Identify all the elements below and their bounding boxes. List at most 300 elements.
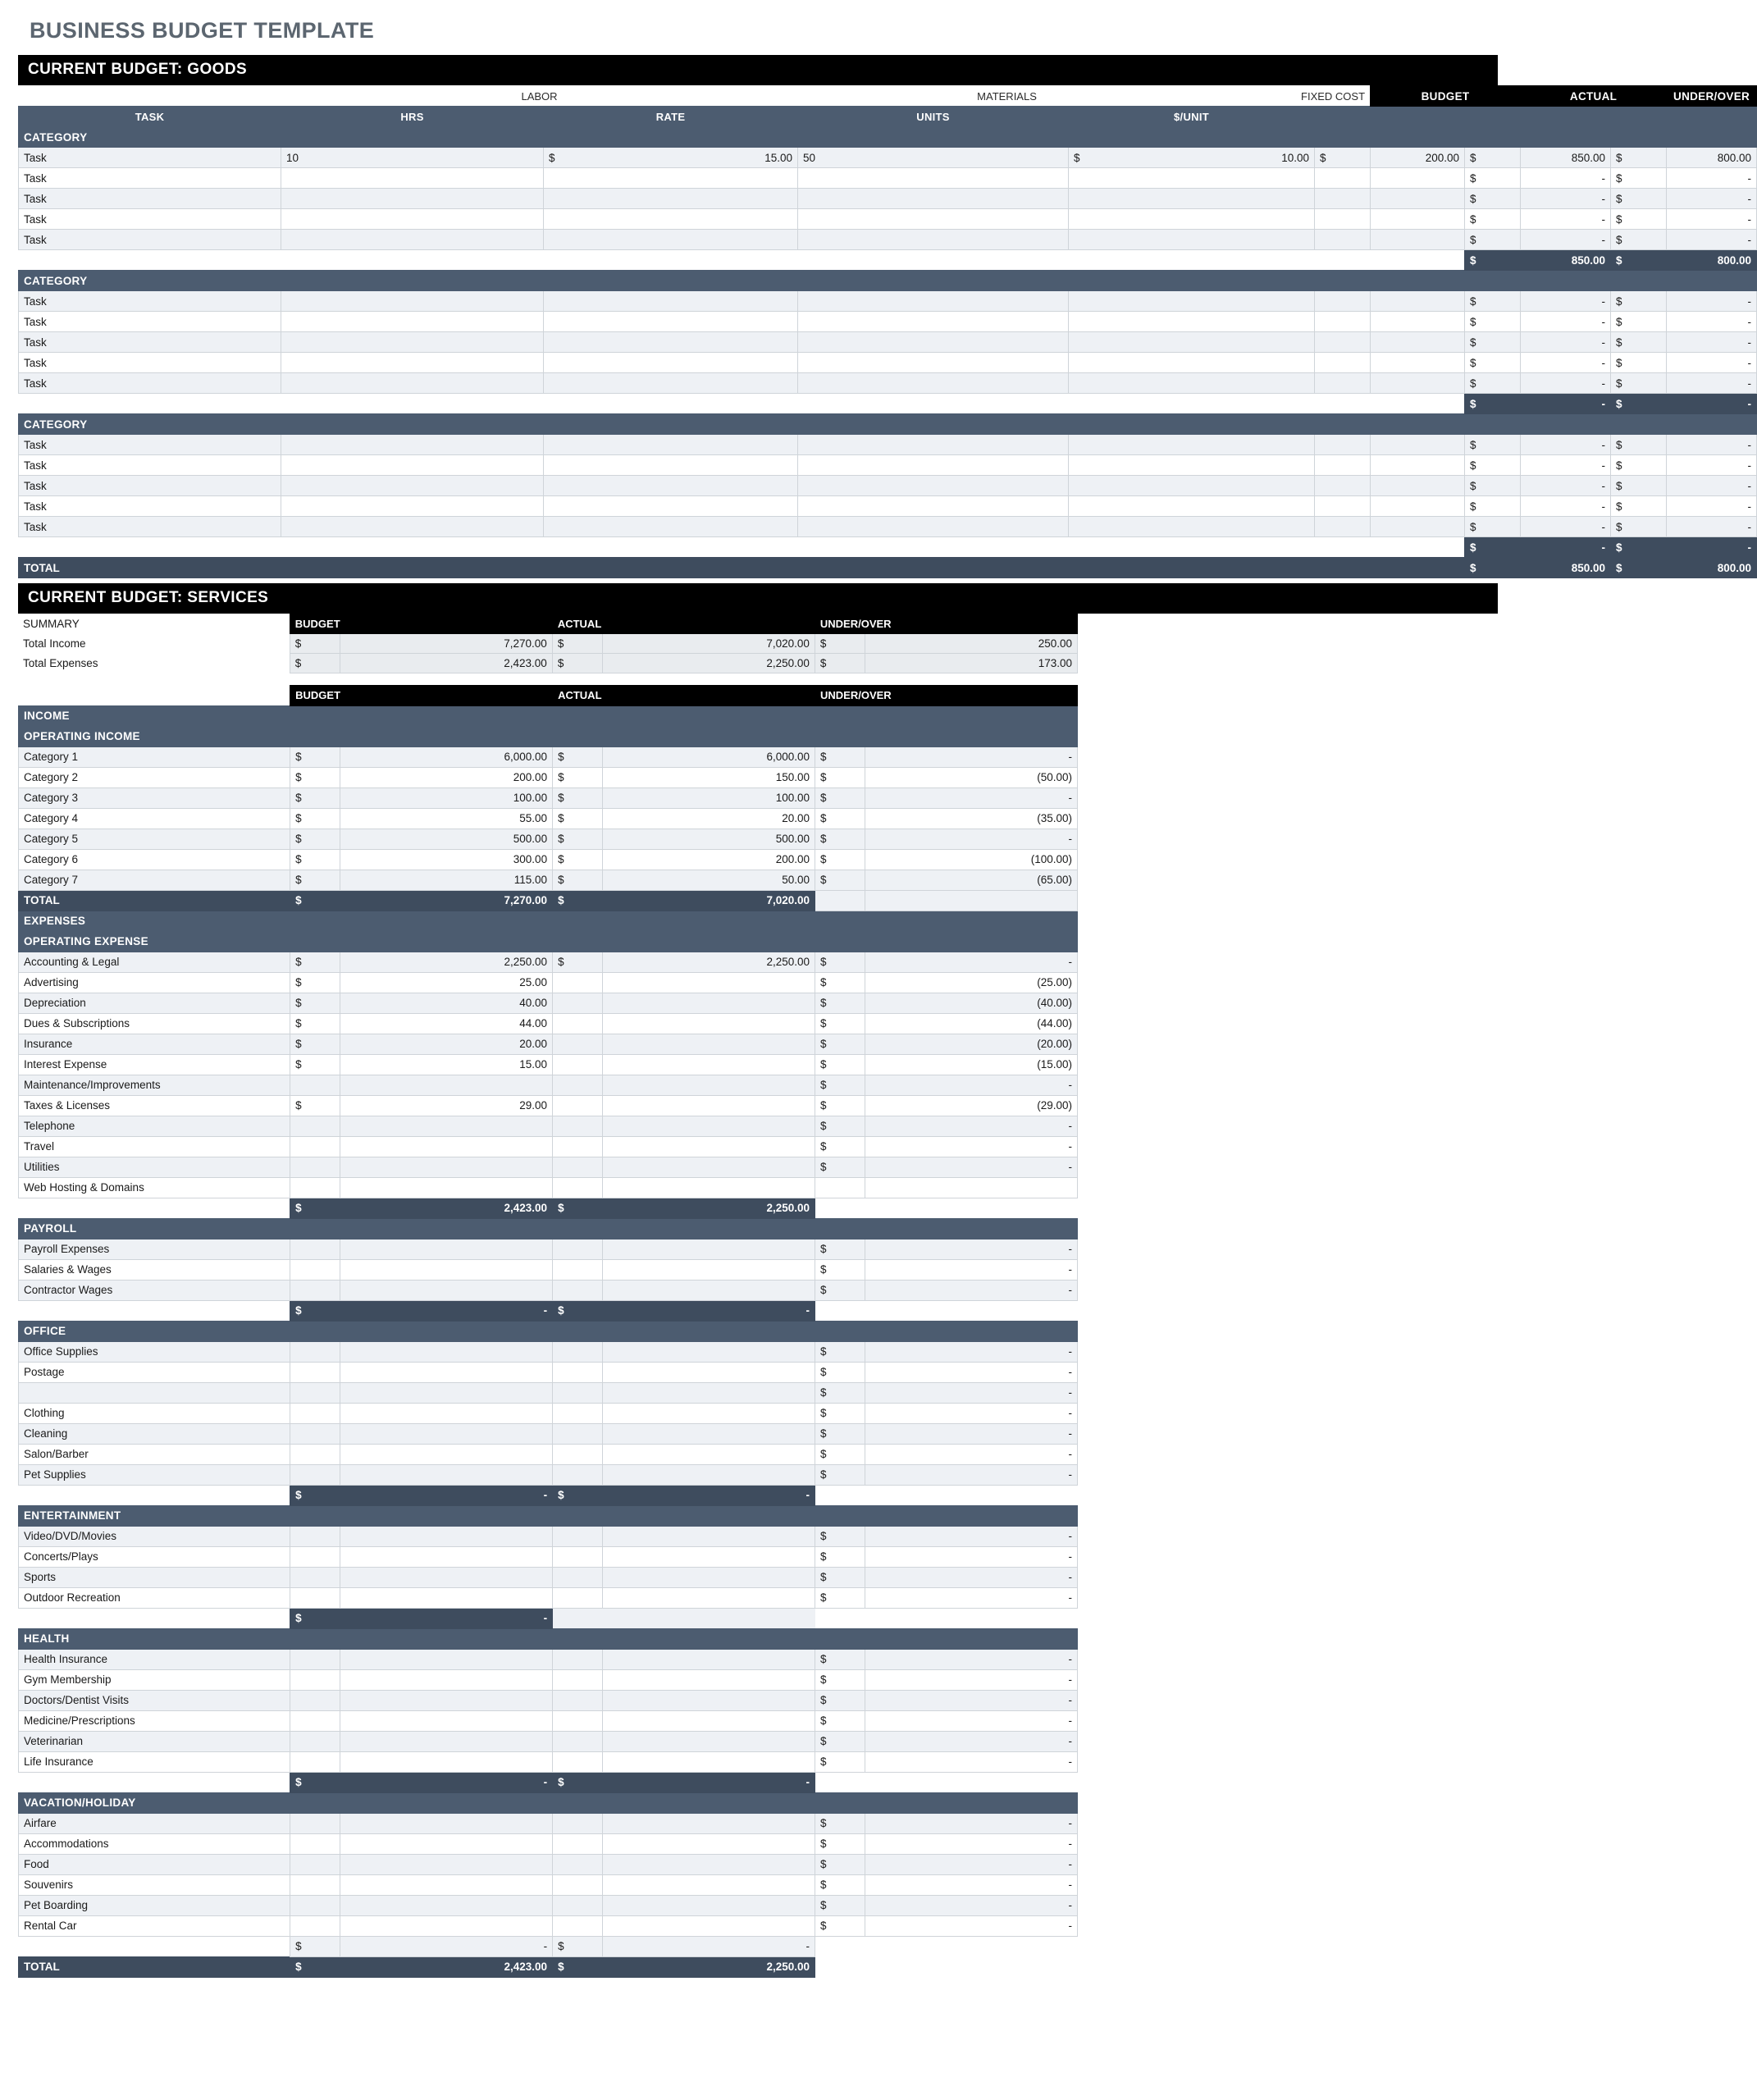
task-actual[interactable]: - [1667, 455, 1757, 476]
row-budget[interactable]: 15.00 [340, 1054, 553, 1075]
row-actual[interactable] [603, 972, 815, 993]
table-row[interactable] [19, 455, 1757, 476]
list-item[interactable] [19, 1362, 1078, 1382]
task-hrs[interactable]: 10 [281, 148, 544, 168]
task-units[interactable] [798, 168, 1069, 189]
task-hrs[interactable] [281, 435, 544, 455]
row-label: Food [19, 1854, 290, 1874]
list-item[interactable] [19, 1587, 1078, 1608]
task-hrs[interactable] [281, 476, 544, 496]
row-budget[interactable]: 200.00 [340, 767, 553, 788]
row-actual[interactable] [603, 1362, 815, 1382]
row-actual[interactable] [603, 1136, 815, 1157]
task-fixed-sym [1315, 455, 1371, 476]
task-actual[interactable]: - [1667, 209, 1757, 230]
row-budget[interactable]: 20.00 [340, 1034, 553, 1054]
task-units[interactable] [798, 230, 1069, 250]
row-budget[interactable] [340, 1915, 553, 1936]
task-units[interactable] [798, 496, 1069, 517]
row-actual[interactable] [603, 1013, 815, 1034]
row-uo-sym: $ [815, 1054, 865, 1075]
row-actual[interactable] [603, 1833, 815, 1854]
task-fixed[interactable] [1371, 455, 1465, 476]
table-row[interactable] [19, 312, 1757, 332]
task-actual[interactable]: - [1667, 189, 1757, 209]
task-rate[interactable]: $ 15.00 [544, 148, 798, 168]
task-fixed[interactable] [1371, 517, 1465, 537]
task-unit-cost[interactable] [1069, 496, 1315, 517]
task-unit-cost[interactable] [1069, 230, 1315, 250]
row-actual[interactable] [603, 1157, 815, 1177]
row-actual[interactable] [603, 1116, 815, 1136]
row-budget[interactable]: 500.00 [340, 829, 553, 849]
list-item[interactable] [19, 1751, 1078, 1772]
task-rate[interactable] [544, 373, 798, 394]
list-item[interactable] [19, 1444, 1078, 1464]
task-fixed[interactable] [1371, 496, 1465, 517]
list-item[interactable] [19, 1915, 1078, 1936]
task-unit-cost[interactable] [1069, 291, 1315, 312]
row-label: Gym Membership [19, 1669, 290, 1690]
row-budget[interactable] [340, 1669, 553, 1690]
row-budget[interactable] [340, 1177, 553, 1198]
row-budget[interactable] [340, 1444, 553, 1464]
task-actual[interactable]: - [1667, 373, 1757, 394]
goods-category-header [19, 414, 1757, 435]
row-budget[interactable] [340, 1649, 553, 1669]
task-fixed[interactable] [1371, 312, 1465, 332]
row-budget[interactable] [340, 1567, 553, 1587]
row-actual-sym [553, 1690, 603, 1710]
task-rate[interactable] [544, 435, 798, 455]
row-actual[interactable] [603, 1649, 815, 1669]
row-budget-sym [290, 1567, 340, 1587]
summary-budget-sym: $ [290, 634, 340, 654]
task-actual[interactable]: - [1667, 496, 1757, 517]
list-item[interactable] [19, 1259, 1078, 1280]
row-budget-sym [290, 1382, 340, 1403]
task-units[interactable] [798, 332, 1069, 353]
task-fixed[interactable] [1371, 209, 1465, 230]
row-budget[interactable] [340, 1403, 553, 1423]
table-row[interactable] [19, 189, 1757, 209]
task-units[interactable] [798, 435, 1069, 455]
goods-category-pad [1611, 127, 1757, 148]
row-actual[interactable] [603, 1751, 815, 1772]
list-item[interactable] [19, 1423, 1078, 1444]
row-budget[interactable]: 300.00 [340, 849, 553, 870]
row-budget-sym [290, 1464, 340, 1485]
row-budget[interactable] [340, 1116, 553, 1136]
task-actual[interactable]: - [1667, 168, 1757, 189]
list-item[interactable] [19, 1731, 1078, 1751]
row-actual[interactable] [603, 1403, 815, 1423]
row-actual[interactable] [603, 1587, 815, 1608]
task-units[interactable] [798, 517, 1069, 537]
row-budget[interactable] [340, 1464, 553, 1485]
subtotal-uo-sym [815, 1198, 865, 1218]
row-actual[interactable] [603, 1280, 815, 1300]
task-units[interactable]: 50 [798, 148, 1069, 168]
list-item[interactable] [19, 1690, 1078, 1710]
task-fixed-sym: $ [1315, 148, 1371, 168]
row-budget-sym [290, 1136, 340, 1157]
task-hrs[interactable] [281, 332, 544, 353]
row-actual[interactable] [603, 1669, 815, 1690]
task-budget-sym: $ [1465, 373, 1521, 394]
list-item[interactable] [19, 1157, 1078, 1177]
task-fixed[interactable]: 200.00 [1371, 148, 1465, 168]
list-item[interactable] [19, 1813, 1078, 1833]
row-actual-sym [553, 1034, 603, 1054]
row-budget[interactable] [340, 1259, 553, 1280]
task-actual[interactable]: - [1667, 476, 1757, 496]
row-uo-sym: $ [815, 808, 865, 829]
subtotal-actual: - [603, 1936, 815, 1956]
task-rate[interactable] [544, 353, 798, 373]
task-fixed-sym [1315, 435, 1371, 455]
row-actual[interactable]: 20.00 [603, 808, 815, 829]
row-label: Accounting & Legal [19, 952, 290, 972]
task-hrs[interactable] [281, 373, 544, 394]
task-unit-cost[interactable]: $ 10.00 [1069, 148, 1315, 168]
list-item[interactable] [19, 1874, 1078, 1895]
list-item[interactable] [19, 1669, 1078, 1690]
task-actual-sym: $ [1611, 209, 1667, 230]
list-item[interactable] [19, 870, 1078, 890]
list-item[interactable] [19, 1649, 1078, 1669]
row-budget[interactable] [340, 1526, 553, 1546]
task-rate[interactable] [544, 209, 798, 230]
row-uo-sym: $ [815, 1444, 865, 1464]
list-item[interactable] [19, 993, 1078, 1013]
row-actual[interactable] [603, 1813, 815, 1833]
row-budget[interactable] [340, 1854, 553, 1874]
group-header-under-over: UNDER/OVER [1667, 86, 1757, 107]
task-rate[interactable] [544, 476, 798, 496]
row-label [19, 1382, 290, 1403]
table-row[interactable] [19, 517, 1757, 537]
task-rate[interactable] [544, 332, 798, 353]
task-actual[interactable]: - [1667, 230, 1757, 250]
row-actual[interactable]: 150.00 [603, 767, 815, 788]
list-item[interactable] [19, 1895, 1078, 1915]
task-units[interactable] [798, 476, 1069, 496]
row-actual[interactable] [603, 1382, 815, 1403]
row-actual[interactable] [603, 1259, 815, 1280]
task-hrs[interactable] [281, 353, 544, 373]
list-item[interactable] [19, 1280, 1078, 1300]
row-actual[interactable]: 200.00 [603, 849, 815, 870]
subtotal-actual: - [603, 1772, 815, 1792]
task-actual[interactable]: - [1667, 353, 1757, 373]
row-actual[interactable]: 100.00 [603, 788, 815, 808]
row-budget[interactable]: 100.00 [340, 788, 553, 808]
task-rate[interactable] [544, 517, 798, 537]
task-fixed[interactable] [1371, 189, 1465, 209]
task-rate[interactable] [544, 496, 798, 517]
row-actual[interactable] [603, 1341, 815, 1362]
row-budget[interactable] [340, 1833, 553, 1854]
task-hrs[interactable] [281, 209, 544, 230]
task-unit-cost[interactable] [1069, 209, 1315, 230]
summary-uo-sym: $ [815, 634, 865, 654]
row-actual[interactable] [603, 993, 815, 1013]
goods-category-label: CATEGORY [19, 414, 1611, 435]
row-budget-sym [290, 1669, 340, 1690]
task-actual[interactable]: - [1667, 312, 1757, 332]
row-actual[interactable] [603, 1567, 815, 1587]
list-item[interactable] [19, 1136, 1078, 1157]
row-uo [865, 1177, 1077, 1198]
task-units[interactable] [798, 291, 1069, 312]
row-actual[interactable] [603, 1690, 815, 1710]
row-actual[interactable] [603, 1915, 815, 1936]
subtotal-spacer [19, 1198, 290, 1218]
table-row[interactable] [19, 353, 1757, 373]
table-row[interactable] [19, 230, 1757, 250]
summary-spacer-row [18, 673, 1078, 685]
row-budget[interactable]: 44.00 [340, 1013, 553, 1034]
row-budget[interactable] [340, 1239, 553, 1259]
row-actual[interactable]: 500.00 [603, 829, 815, 849]
task-fixed[interactable] [1371, 168, 1465, 189]
services-header-under-over: UNDER/OVER [815, 685, 1078, 705]
list-item[interactable] [19, 1075, 1078, 1095]
task-rate[interactable] [544, 312, 798, 332]
task-units[interactable] [798, 209, 1069, 230]
row-actual-sym [553, 1362, 603, 1382]
row-actual[interactable] [603, 1095, 815, 1116]
row-uo: - [865, 1546, 1077, 1567]
task-fixed[interactable] [1371, 353, 1465, 373]
task-fixed[interactable] [1371, 373, 1465, 394]
row-uo: - [865, 1239, 1077, 1259]
row-budget[interactable] [340, 1341, 553, 1362]
task-rate[interactable] [544, 189, 798, 209]
task-budget-sym: $ [1465, 332, 1521, 353]
subtotal-actual-sym: $ [553, 1936, 603, 1956]
table-row[interactable] [19, 209, 1757, 230]
task-actual[interactable]: - [1667, 435, 1757, 455]
table-row[interactable] [19, 476, 1757, 496]
task-fixed[interactable] [1371, 435, 1465, 455]
list-item[interactable] [19, 746, 1078, 767]
list-item[interactable] [19, 1833, 1078, 1854]
list-item[interactable] [19, 1567, 1078, 1587]
task-unit-cost[interactable] [1069, 517, 1315, 537]
task-actual[interactable]: 800.00 [1667, 148, 1757, 168]
task-rate[interactable] [544, 291, 798, 312]
list-item[interactable] [19, 788, 1078, 808]
task-unit-cost[interactable] [1069, 353, 1315, 373]
row-actual[interactable] [603, 1731, 815, 1751]
row-budget-sym [290, 1341, 340, 1362]
row-budget[interactable] [340, 1280, 553, 1300]
row-actual[interactable] [603, 1177, 815, 1198]
row-budget[interactable] [340, 1382, 553, 1403]
list-item[interactable] [19, 767, 1078, 788]
table-row[interactable] [19, 373, 1757, 394]
task-unit-cost[interactable] [1069, 476, 1315, 496]
list-item[interactable] [19, 1403, 1078, 1423]
subtotal-spacer [19, 1300, 290, 1321]
list-item[interactable] [19, 849, 1078, 870]
task-unit-cost[interactable] [1069, 435, 1315, 455]
subtotal-spacer [19, 250, 1465, 271]
list-item[interactable] [19, 1526, 1078, 1546]
list-item[interactable] [19, 1054, 1078, 1075]
row-actual[interactable] [603, 1054, 815, 1075]
subtotal-uo-sym [815, 1936, 865, 1956]
row-actual[interactable] [603, 1034, 815, 1054]
list-item[interactable] [19, 1177, 1078, 1198]
task-hrs[interactable] [281, 168, 544, 189]
row-budget[interactable] [340, 1690, 553, 1710]
task-units[interactable] [798, 373, 1069, 394]
task-units[interactable] [798, 353, 1069, 373]
subtotal-budget-sym: $ [290, 1198, 340, 1218]
row-actual[interactable] [603, 1464, 815, 1485]
row-budget[interactable] [340, 1362, 553, 1382]
task-unit-cost[interactable] [1069, 373, 1315, 394]
row-actual[interactable]: 2,250.00 [603, 952, 815, 972]
row-actual[interactable] [603, 1526, 815, 1546]
list-item[interactable] [19, 1116, 1078, 1136]
row-uo: - [865, 1464, 1077, 1485]
list-item[interactable] [19, 1546, 1078, 1567]
row-budget[interactable] [340, 1874, 553, 1895]
row-actual[interactable] [603, 1895, 815, 1915]
row-label: Interest Expense [19, 1054, 290, 1075]
row-actual[interactable] [603, 1423, 815, 1444]
row-budget[interactable]: 115.00 [340, 870, 553, 890]
row-budget[interactable] [340, 1423, 553, 1444]
row-uo: - [865, 1915, 1077, 1936]
task-unit-cost[interactable] [1069, 189, 1315, 209]
task-unit-cost[interactable] [1069, 332, 1315, 353]
row-actual[interactable]: 6,000.00 [603, 746, 815, 767]
task-hrs[interactable] [281, 496, 544, 517]
summary-header-actual: ACTUAL [552, 614, 815, 634]
list-item[interactable] [19, 952, 1078, 972]
group-header-vacation-holiday [19, 1792, 1078, 1813]
table-row[interactable] [19, 291, 1757, 312]
task-units[interactable] [798, 189, 1069, 209]
subtotal-budget: - [1521, 537, 1611, 558]
list-item[interactable] [19, 829, 1078, 849]
row-actual[interactable] [603, 1075, 815, 1095]
row-budget[interactable] [340, 1813, 553, 1833]
expenses-grand-total-row [19, 1956, 1078, 1977]
row-budget[interactable] [340, 1731, 553, 1751]
subtotal-uo-sym [815, 1485, 865, 1505]
task-fixed[interactable] [1371, 476, 1465, 496]
task-hrs[interactable] [281, 230, 544, 250]
task-hrs[interactable] [281, 291, 544, 312]
services-header-budget: BUDGET [290, 685, 553, 705]
row-actual[interactable] [603, 1874, 815, 1895]
list-item[interactable] [19, 1341, 1078, 1362]
row-budget-sym: $ [290, 1095, 340, 1116]
subtotal-actual-sym: $ [1611, 394, 1667, 414]
row-actual[interactable] [603, 1546, 815, 1567]
list-item[interactable] [19, 1854, 1078, 1874]
task-units[interactable] [798, 312, 1069, 332]
row-budget[interactable]: 6,000.00 [340, 746, 553, 767]
task-rate[interactable] [544, 230, 798, 250]
task-rate[interactable] [544, 455, 798, 476]
row-actual[interactable] [603, 1710, 815, 1731]
task-unit-cost[interactable] [1069, 455, 1315, 476]
task-hrs[interactable] [281, 517, 544, 537]
task-actual[interactable]: - [1667, 517, 1757, 537]
row-budget[interactable]: 55.00 [340, 808, 553, 829]
task-unit-cost[interactable] [1069, 168, 1315, 189]
row-budget[interactable] [340, 1710, 553, 1731]
task-actual[interactable]: - [1667, 291, 1757, 312]
task-rate[interactable] [544, 168, 798, 189]
row-label: Life Insurance [19, 1751, 290, 1772]
task-fixed[interactable] [1371, 291, 1465, 312]
summary-uo: 173.00 [865, 654, 1077, 673]
subtotal-actual: - [1667, 537, 1757, 558]
task-actual[interactable]: - [1667, 332, 1757, 353]
row-budget[interactable]: 29.00 [340, 1095, 553, 1116]
row-budget[interactable] [340, 1587, 553, 1608]
row-budget[interactable]: 2,250.00 [340, 952, 553, 972]
expenses-total-label: TOTAL [19, 1956, 290, 1977]
row-budget[interactable] [340, 1895, 553, 1915]
table-row[interactable] [19, 332, 1757, 353]
list-item[interactable] [19, 972, 1078, 993]
row-actual[interactable] [603, 1239, 815, 1259]
list-item[interactable] [19, 1382, 1078, 1403]
task-hrs[interactable] [281, 312, 544, 332]
task-fixed[interactable] [1371, 230, 1465, 250]
subtotal-actual: - [603, 1300, 815, 1321]
list-item[interactable] [19, 1239, 1078, 1259]
row-actual[interactable] [603, 1444, 815, 1464]
row-budget[interactable] [340, 1546, 553, 1567]
section-label: EXPENSES [19, 911, 1078, 931]
row-actual[interactable]: 50.00 [603, 870, 815, 890]
table-row[interactable] [19, 148, 1757, 168]
task-units[interactable] [798, 455, 1069, 476]
table-row[interactable] [19, 496, 1757, 517]
table-row[interactable] [19, 435, 1757, 455]
task-hrs[interactable] [281, 455, 544, 476]
list-item[interactable] [19, 1034, 1078, 1054]
task-fixed[interactable] [1371, 332, 1465, 353]
list-item[interactable] [19, 1013, 1078, 1034]
row-budget[interactable]: 25.00 [340, 972, 553, 993]
row-budget[interactable] [340, 1075, 553, 1095]
task-unit-cost[interactable] [1069, 312, 1315, 332]
table-row[interactable] [19, 168, 1757, 189]
task-hrs[interactable] [281, 189, 544, 209]
row-budget[interactable] [340, 1157, 553, 1177]
row-actual[interactable] [603, 1854, 815, 1874]
row-actual-sym [553, 1054, 603, 1075]
row-budget[interactable]: 40.00 [340, 993, 553, 1013]
list-item[interactable] [19, 808, 1078, 829]
list-item[interactable] [19, 1710, 1078, 1731]
row-budget[interactable] [340, 1751, 553, 1772]
list-item[interactable] [19, 1095, 1078, 1116]
row-budget[interactable] [340, 1136, 553, 1157]
list-item[interactable] [19, 1464, 1078, 1485]
